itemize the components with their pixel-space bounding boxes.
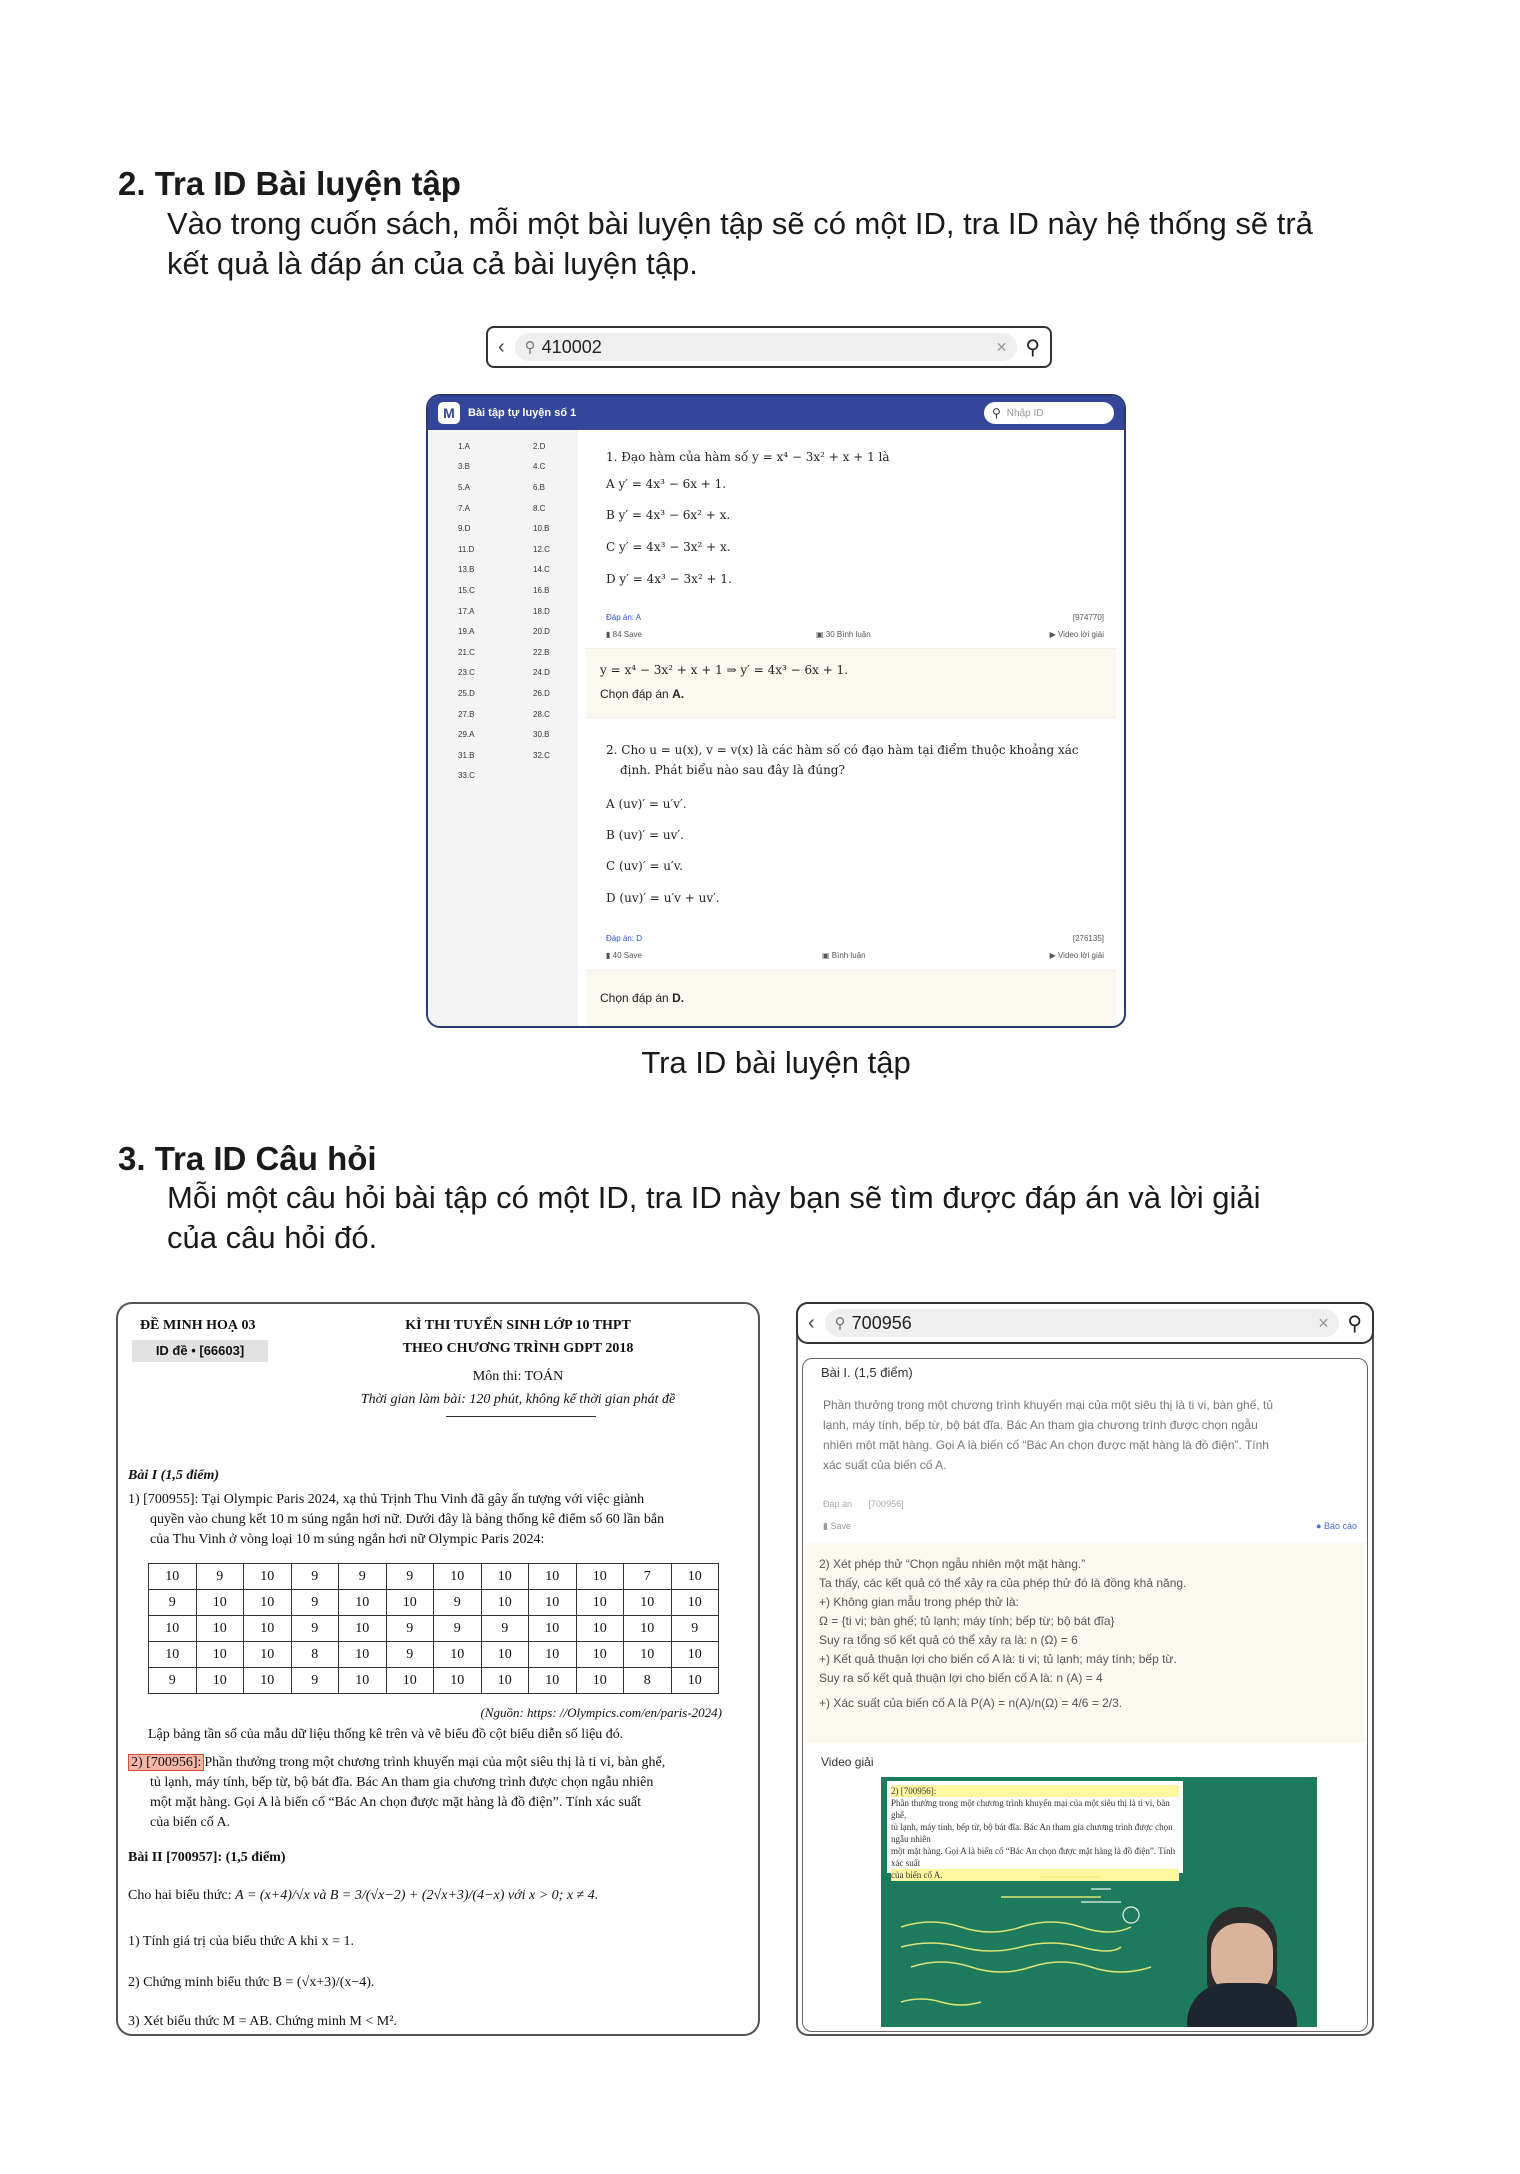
q1-choose [600,687,684,701]
table-cell: 9 [149,1668,197,1694]
answer-key-cell[interactable]: 17.A [458,606,475,616]
answer-key-cell[interactable]: 19.A [458,627,475,637]
exam-b2-q2: 2) Chứng minh biểu thức B = (√x+3)/(x−4). [128,1975,375,1990]
answer-key-row [428,477,578,498]
app-id-placeholder: Nhập ID [1006,407,1044,419]
answer-search-bar [796,1302,1374,1344]
q2-id: [276135] [1072,934,1104,943]
video-overlay-line4: của biến cố A. [891,1869,1179,1881]
search-icon: ⚲ [524,339,536,356]
solution-line7: Suy ra số kết quả thuận lợi cho biến cố A là: n (A) = 4 [819,1671,1103,1685]
answer-question [823,1395,1363,1475]
exam-p2-line3: một mặt hàng. Gọi A là biến cố “Bác An chọn được mặt hàng là đồ điện”. Tính xác suất [150,1795,642,1810]
table-cell: 9 [386,1564,434,1590]
q1-option-b[interactable]: B y′ = 4x³ − 6x² + x. [606,508,731,522]
answer-key-row [428,683,578,704]
q2-comments-button[interactable] [822,951,866,960]
exam-id-label: ID đề • [66603] [132,1340,268,1362]
q2-save-button[interactable] [606,951,642,960]
table-row [149,1616,719,1642]
id-search-input[interactable] [515,333,1018,361]
section3-para-line1: Mỗi một câu hỏi bài tập có một ID, tra ID này bạn sẽ tìm được đáp án và lời giải [167,1180,1261,1215]
q1-option-a[interactable]: A y′ = 4x³ − 6x + 1. [606,477,727,491]
answer-key-cell[interactable]: 30.B [533,730,550,740]
q2-choose [600,991,684,1005]
section3-paragraph [167,1178,1407,1258]
q2-choose-letter: D. [672,991,685,1005]
comment-icon: ▣ [816,630,826,639]
exam-left-title: ĐỀ MINH HOẠ 03 [140,1318,256,1333]
answer-save-button[interactable] [823,1521,851,1532]
exam-p2-id-highlight: 2) [700956]: [128,1754,204,1771]
q1-option-c[interactable]: C y′ = 4x³ − 3x² + x. [606,540,731,554]
report-icon: ● [1316,1521,1324,1531]
answer-key-cell[interactable]: 11.D [458,544,475,554]
table-cell: 10 [671,1590,719,1616]
comment-icon: ▣ [822,951,832,960]
table-cell: 10 [339,1642,387,1668]
back-chevron-icon[interactable]: ‹ [808,1311,815,1334]
table-cell: 10 [149,1616,197,1642]
video-overlay-line2: tủ lạnh, máy tính, bếp từ, bộ bát đĩa. Bác An tham gia chương trình được chọn ngẫu nhiên [891,1822,1173,1844]
exam-b2-q1: 1) Tính giá trị của biểu thức A khi x = 1. [128,1934,354,1949]
q2-option-d[interactable]: D (uv)′ = u′v + uv′. [606,891,720,905]
video-label: Video giải [821,1755,874,1769]
table-row [149,1668,719,1694]
table-cell: 10 [244,1642,292,1668]
table-cell: 9 [291,1668,339,1694]
table-cell: 10 [576,1564,624,1590]
exam-b2-q3: 3) Xét biểu thức M = AB. Chứng minh M < M². [128,2014,397,2029]
solution-line2: Ta thấy, các kết quả có thể xảy ra của phép thử đó là đồng khả năng. [819,1576,1187,1590]
q2-answer: Đáp án: D [606,934,643,943]
back-chevron-icon[interactable]: ‹ [498,335,505,358]
clear-icon[interactable]: ✕ [1317,1314,1330,1331]
answer-key-cell[interactable]: 7.A [458,503,471,513]
exam-b2-intro: Cho hai biểu thức: [128,1888,232,1903]
question-pane [586,430,1124,1026]
answer-search-value: 700956 [851,1312,912,1333]
q1-save-label: 84 Save [612,630,642,639]
solution-line1: 2) Xét phép thử “Chọn ngẫu nhiên một mặt hàng.” [819,1557,1086,1571]
answer-key-cell[interactable]: 23.C [458,668,475,678]
answer-key-cell[interactable]: 2.D [533,441,546,451]
bookmark-icon: ▮ [606,951,613,960]
answer-q-line3: nhiên một mặt hàng. Gọi A là biến cố “Bác An chọn được mặt hàng là đồ điện”. Tính [823,1438,1269,1452]
table-row [149,1590,719,1616]
exam-source: (Nguồn: https: //Olympics.com/en/paris-2024) [480,1705,722,1720]
table-cell: 8 [291,1642,339,1668]
section2-heading: 2. Tra ID Bài luyện tập [118,165,461,202]
exam-b2-intro-line [128,1886,598,1906]
exam-p2 [128,1753,758,1833]
q1-save-button[interactable] [606,630,642,639]
q1-solution-box [586,648,1116,718]
table-cell: 10 [624,1590,672,1616]
answer-key-cell[interactable]: 6.B [533,482,546,492]
practice-app-window [426,394,1126,1028]
q1-video-label: Video lời giải [1057,630,1104,639]
exam-title-2: THEO CHƯƠNG TRÌNH GDPT 2018 [402,1341,634,1356]
id-search-value: 410002 [541,336,602,357]
table-cell: 10 [576,1616,624,1642]
search-submit-icon[interactable]: ⚲ [1025,336,1040,359]
figure-caption: Tra ID bài luyện tập [641,1045,911,1080]
answer-key-cell[interactable]: 33.C [458,771,475,781]
section2-para-line1: Vào trong cuốn sách, mỗi một bài luyện tập sẽ có một ID, tra ID này hệ thống sẽ trả [167,206,1313,241]
section2-paragraph [167,204,1407,284]
video-player[interactable] [881,1777,1317,2027]
answer-key-cell[interactable]: 4.C [533,462,546,472]
q2-text-line2: định. Phát biểu nào sau đây là đúng? [620,763,845,777]
bookmark-icon: ▮ [606,630,613,639]
q1-answer: Đáp án: A [606,613,642,622]
section3-heading: 3. Tra ID Câu hỏi [118,1140,377,1177]
q1-choose-prefix: Chọn đáp án [600,687,673,701]
answer-key-cell[interactable]: 14.C [533,565,550,575]
answer-key-cell[interactable]: 25.D [458,688,475,698]
answer-q-line2: lạnh, máy tính, bếp từ, bộ bát đĩa. Bác An tham gia chương trình được chọn ngẫu [823,1418,1258,1432]
section2-para-line2: kết quả là đáp án của cả bài luyện tập. [167,246,698,281]
table-cell: 10 [576,1642,624,1668]
table-cell: 10 [196,1616,244,1642]
answer-key-row [428,560,578,581]
table-cell: 10 [671,1668,719,1694]
answer-key-cell[interactable]: 22.B [533,647,550,657]
video-overlay-id: 2) [700956]: [891,1785,1179,1797]
app-title: Bài tập tự luyện số 1 [468,407,577,419]
answer-key-cell[interactable]: 21.C [458,647,475,657]
q2-text-line1: 2. Cho u = u(x), v = v(x) là các hàm số có đạo hàm tại điểm thuộc khoảng xác [606,743,1079,757]
answer-key-cell[interactable]: 29.A [458,730,475,740]
exam-p1-line1: 1) [700955]: Tại Olympic Paris 2024, xạ thủ Trịnh Thu Vinh đã gây ấn tượng với việc giành [128,1492,645,1507]
exam-p2-line4: của biến cố A. [150,1815,231,1830]
q2-option-c[interactable]: C (uv)′ = u′v. [606,859,683,873]
answer-key-cell[interactable]: 31.B [458,750,475,760]
table-cell: 10 [529,1564,577,1590]
answer-key-cell[interactable]: 8.C [533,503,546,513]
exam-bai2: Bài II [700957]: (1,5 điểm) [128,1850,286,1865]
answer-key-row [428,498,578,519]
q1-solution: y = x⁴ − 3x² + x + 1 ⇒ y′ = 4x³ − 6x + 1. [600,663,849,677]
table-cell: 10 [481,1564,529,1590]
table-cell: 7 [624,1564,672,1590]
solution-line3: +) Không gian mẫu trong phép thử là: [819,1595,1019,1609]
table-cell: 10 [149,1564,197,1590]
table-cell: 9 [386,1642,434,1668]
exam-p1 [128,1490,748,1550]
answer-qid: [700956] [868,1499,904,1509]
solution-line8: +) Xác suất của biến cố A là P(A) = n(A)/n(Ω) = 4/6 = 2/3. [819,1696,1123,1710]
table-cell: 10 [339,1668,387,1694]
q2-option-a[interactable]: A (uv)′ = u′v′. [606,797,687,811]
table-cell: 9 [434,1590,482,1616]
table-cell: 10 [244,1564,292,1590]
answer-key-cell[interactable]: 26.D [533,688,550,698]
q1-id: [974770] [1072,613,1104,622]
table-cell: 10 [244,1590,292,1616]
answer-key-cell[interactable]: 24.D [533,668,550,678]
answer-key-row [428,539,578,560]
exam-p1-line2: quyền vào chung kết 10 m súng ngắn hơi nữ. Dưới đây là bảng thống kê điểm số 60 lần bắn [150,1512,665,1527]
solution-line6: +) Kết quả thuận lợi cho biến cố A là: ti vi; tủ lạnh; máy tính; bếp từ. [819,1652,1177,1666]
report-button[interactable] [1316,1521,1357,1531]
q1-comments-button[interactable] [816,630,871,639]
q1-option-d[interactable]: D y′ = 4x³ − 3x² + 1. [606,572,732,586]
table-cell: 10 [244,1616,292,1642]
answer-key-cell[interactable]: 3.B [458,462,471,472]
answer-key-cell[interactable]: 13.B [458,565,475,575]
answer-key-row [428,580,578,601]
video-overlay-line1: Phần thưởng trong một chương trình khuyến mại của một siêu thị là ti vi, bàn ghế, [891,1798,1170,1820]
answer-key-row [428,745,578,766]
answer-label: Đáp án [823,1499,853,1509]
q2-choose-prefix: Chọn đáp án [600,991,673,1005]
table-cell: 10 [576,1668,624,1694]
table-cell: 10 [339,1616,387,1642]
q2-video-button[interactable] [1050,951,1104,960]
answer-q-line4: xác suất của biến cố A. [823,1458,947,1472]
bookmark-icon: ▮ [823,1521,831,1531]
exam-bai1: Bài I (1,5 điểm) [128,1468,219,1483]
answer-key-cell[interactable]: 15.C [458,585,475,595]
table-cell: 10 [624,1642,672,1668]
table-cell: 10 [196,1590,244,1616]
exam-subject: Môn thi: TOÁN [472,1369,564,1384]
table-cell: 9 [196,1564,244,1590]
exam-p2-line2: tủ lạnh, máy tính, bếp từ, bộ bát đĩa. Bác An tham gia chương trình được chọn ngẫu nhiên [150,1775,654,1790]
search-submit-icon[interactable]: ⚲ [1347,1312,1362,1335]
table-cell: 10 [196,1668,244,1694]
table-cell: 10 [481,1590,529,1616]
table-cell: 10 [481,1668,529,1694]
table-cell: 9 [291,1616,339,1642]
table-cell: 9 [291,1564,339,1590]
q2-solution-box [586,970,1116,1028]
answer-key-cell[interactable]: 10.B [533,524,550,534]
table-cell: 10 [481,1642,529,1668]
app-topbar [428,396,1124,430]
answer-key-sidebar [428,430,578,1026]
video-overlay-line3: một mặt hàng. Gọi A là biến cố “Bác An chọn được mặt hàng là đồ điện”. Tính xác suất [891,1846,1176,1868]
table-cell: 10 [671,1642,719,1668]
answer-key-row [428,601,578,622]
exam-b2-expr: A = (x+4)/√x và B = 3/(√x−2) + (2√x+3)/(4−x) với x > 0; x ≠ 4. [235,1888,599,1903]
q2-option-b[interactable]: B (uv)′ = uv′. [606,828,684,842]
exam-p1-line3: của Thu Vinh ở vòng loại 10 m súng ngắn hơi nữ Olympic Paris 2024: [150,1532,545,1547]
table-cell: 9 [386,1616,434,1642]
table-cell: 9 [481,1616,529,1642]
q2-text [606,740,1079,780]
answer-key-cell[interactable]: 1.A [458,441,471,451]
play-icon: ▶ [1049,951,1058,960]
id-search-bar [486,326,1052,368]
play-icon: ▶ [1049,630,1058,639]
q2-video-label: Video lời giải [1057,951,1104,960]
answer-key-row [428,663,578,684]
table-cell: 8 [624,1668,672,1694]
answer-key-cell[interactable]: 18.D [533,606,550,616]
answer-q-line1: Phần thưởng trong một chương trình khuyến mại của một siêu thị là ti vi, bàn ghế, tủ [823,1398,1274,1412]
score-table [148,1563,719,1694]
q1-text: 1. Đạo hàm của hàm số y = x⁴ − 3x² + x + 1 là [606,450,890,464]
section3-para-line2: của câu hỏi đó. [167,1220,378,1255]
answer-key-cell[interactable]: 32.C [533,750,550,760]
solution-box [805,1543,1365,1743]
answer-key-cell[interactable]: 12.C [533,544,550,554]
search-icon: ⚲ [834,1315,846,1332]
answer-card [802,1358,1368,2032]
table-cell: 9 [149,1590,197,1616]
table-cell: 10 [529,1668,577,1694]
table-cell: 9 [291,1590,339,1616]
answer-key-cell[interactable]: 9.D [458,524,471,534]
solution-text [819,1555,1359,1713]
answer-key-cell[interactable]: 20.D [533,627,550,637]
table-cell: 10 [434,1668,482,1694]
q2-save-label: 40 Save [612,951,642,960]
table-cell: 9 [671,1616,719,1642]
answer-key-row [428,766,578,787]
table-cell: 10 [529,1642,577,1668]
table-row [149,1642,719,1668]
answer-key-cell[interactable]: 5.A [458,482,471,492]
table-cell: 10 [386,1668,434,1694]
answer-key-row [428,518,578,539]
report-label: Báo cáo [1323,1521,1357,1531]
q1-choose-letter: A. [672,687,685,701]
answer-key-row [428,436,578,457]
table-row [149,1564,719,1590]
exam-time: Thời gian làm bài: 120 phút, không kể thời gian phát đề [360,1392,676,1407]
table-cell: 10 [244,1668,292,1694]
table-cell: 9 [339,1564,387,1590]
answer-key-row [428,724,578,745]
clear-icon[interactable]: ✕ [995,338,1008,355]
table-cell: 10 [624,1616,672,1642]
answer-bai: Bài I. (1,5 điểm) [821,1365,913,1380]
answer-key-row [428,457,578,478]
q1-comments-label: 30 Bình luận [825,630,871,639]
answer-label-row [823,1499,904,1509]
answer-key-row [428,621,578,642]
answer-key-cell[interactable]: 27.B [458,709,475,719]
table-cell: 10 [529,1616,577,1642]
solution-line4: Ω = {ti vi; bàn ghế; tủ lạnh; máy tính; bếp từ; bộ bát đĩa} [819,1614,1115,1628]
answer-key-cell[interactable]: 28.C [533,709,550,719]
table-cell: 10 [434,1564,482,1590]
exam-page [116,1302,760,2036]
table-cell: 10 [529,1590,577,1616]
app-logo-icon: M [438,402,460,424]
table-cell: 10 [576,1590,624,1616]
answer-key-cell[interactable]: 16.B [533,585,550,595]
table-cell: 9 [434,1616,482,1642]
answer-key-row [428,704,578,725]
answer-search-input[interactable] [825,1309,1340,1337]
table-cell: 10 [149,1642,197,1668]
table-cell: 10 [434,1642,482,1668]
table-cell: 10 [196,1642,244,1668]
exam-divider [446,1416,596,1417]
app-id-input[interactable] [984,402,1114,424]
table-cell: 10 [339,1590,387,1616]
q1-video-button[interactable] [1050,630,1104,639]
answer-panel [796,1302,1374,2036]
answer-save-label: Save [830,1521,851,1531]
exam-p2-line1: Phần thưởng trong một chương trình khuyến mại của một siêu thị là ti vi, bàn ghế, [204,1755,666,1770]
exam-title-1: KÌ THI TUYỂN SINH LỚP 10 THPT [405,1318,631,1333]
table-cell: 10 [386,1590,434,1616]
solution-line5: Suy ra tổng số kết quả có thể xảy ra là: n (Ω) = 6 [819,1633,1078,1647]
answer-key-row [428,642,578,663]
q2-comments-label: Bình luận [831,951,866,960]
table-cell: 10 [671,1564,719,1590]
search-icon: ⚲ [992,406,1001,420]
exam-p1-task: Lập bảng tần số của mẫu dữ liệu thống kê trên và vẽ biểu đồ cột biểu diễn số liệu đó. [148,1727,624,1742]
